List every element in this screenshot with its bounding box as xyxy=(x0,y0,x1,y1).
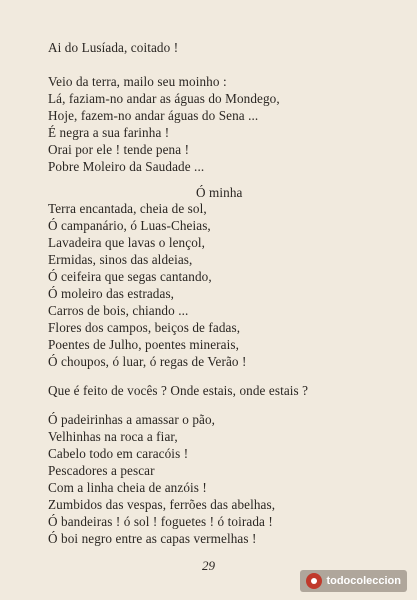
poem-line: Lá, faziam-no andar as águas do Mondego, xyxy=(48,91,280,106)
poem-line: Ai do Lusíada, coitado ! xyxy=(48,40,179,55)
poem-line: Ó bandeiras ! ó sol ! foguetes ! ó toirada ! xyxy=(48,514,273,529)
watermark xyxy=(300,570,407,592)
poem-line: Ó boi negro entre as capas vermelhas ! xyxy=(48,531,257,546)
poem-line: Ó minha xyxy=(196,185,243,200)
todocoleccion-logo-icon xyxy=(306,573,322,589)
poem-line: Terra encantada, cheia de sol, xyxy=(48,201,207,216)
watermark-text: todocoleccion xyxy=(326,575,401,587)
poem-line: Ermidas, sinos das aldeias, xyxy=(48,252,193,267)
poem-line: Com a linha cheia de anzóis ! xyxy=(48,480,207,495)
poem-line: Orai por ele ! tende pena ! xyxy=(48,142,190,157)
poem-line: Hoje, fazem-no andar águas do Sena ... xyxy=(48,108,259,123)
poem-line: Poentes de Julho, poentes minerais, xyxy=(48,337,240,352)
poem-line: Carros de bois, chiando ... xyxy=(48,303,189,318)
poem-line: Lavadeira que lavas o lençol, xyxy=(48,235,206,250)
poem-line: Ó choupos, ó luar, ó regas de Verão ! xyxy=(48,354,247,369)
poem-line: Ó moleiro das estradas, xyxy=(48,286,175,301)
poem-line: Flores dos campos, beiços de fadas, xyxy=(48,320,241,335)
poem-line: Ó campanário, ó Luas-Cheias, xyxy=(48,218,211,233)
poem-line: Que é feito de vocês ? Onde estais, onde estais ? xyxy=(48,383,309,398)
poem-line: Veio da terra, mailo seu moinho : xyxy=(48,74,227,89)
poem-line: Pobre Moleiro da Saudade ... xyxy=(48,159,205,174)
poem-line: Velhinhas na roca a fiar, xyxy=(48,429,178,444)
poem-line: É negra a sua farinha ! xyxy=(48,125,170,140)
poem-line: Cabelo todo em caracóis ! xyxy=(48,446,189,461)
poem-line: Ó ceifeira que segas cantando, xyxy=(48,269,212,284)
poem-line: Ó padeirinhas a amassar o pão, xyxy=(48,412,216,427)
poem-line: Pescadores a pescar xyxy=(48,463,155,478)
poem-line: Zumbidos das vespas, ferrões das abelhas, xyxy=(48,497,276,512)
page-number: 29 xyxy=(202,558,215,573)
